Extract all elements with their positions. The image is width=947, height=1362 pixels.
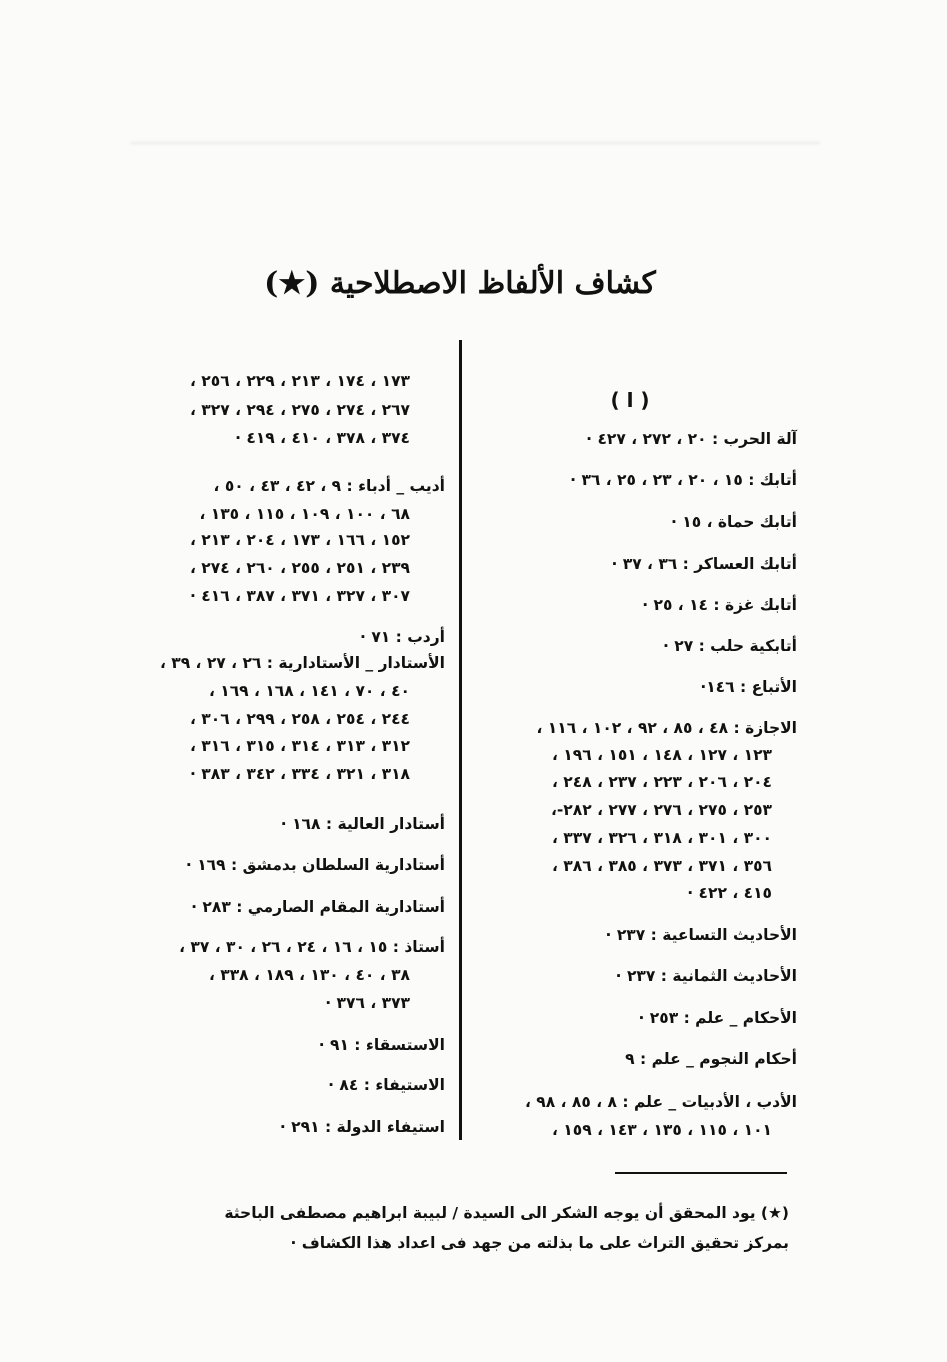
faded-header-bleed: [130, 82, 820, 144]
index-entry: استيفاء الدولة : ٢٩١ ·: [279, 1118, 445, 1136]
index-entry-continuation: ٤١٥ ، ٤٢٢ ·: [687, 884, 772, 902]
index-entry: الأحاديث الثمانية : ٢٣٧ ·: [615, 967, 797, 985]
index-entry-continuation: ٢٣٩ ، ٢٥١ ، ٢٥٥ ، ٢٦٠ ، ٢٧٤ ،: [190, 559, 410, 577]
index-entry-continuation: ٣٧٣ ، ٣٧٦ ·: [325, 994, 410, 1012]
index-entry: الأحاديث التساعية : ٢٣٧ ·: [605, 926, 797, 944]
index-entry-continuation: ٤٠ ، ٧٠ ، ١٤١ ، ١٦٨ ، ١٦٩ ،: [208, 682, 410, 700]
index-entry: أتابك : ١٥ ، ٢٠ ، ٢٣ ، ٢٥ ، ٣٦ ·: [570, 471, 797, 489]
index-entry-continuation: ٣٨ ، ٤٠ ، ١٣٠ ، ١٨٩ ، ٣٣٨ ،: [208, 966, 410, 984]
index-entry: أتابك حماة ، ١٥ ·: [670, 513, 797, 531]
index-entry-continuation: ٢٤٤ ، ٢٥٤ ، ٢٥٨ ، ٢٩٩ ، ٣٠٦ ،: [190, 710, 410, 728]
index-entry: الاجازة : ٤٨ ، ٨٥ ، ٩٢ ، ١٠٢ ، ١١٦ ،: [536, 719, 797, 737]
index-entry-continuation: ٢٥٣ ، ٢٧٥ ، ٢٧٦ ، ٢٧٧ ، ٢٨٢-،: [550, 801, 772, 819]
index-entry: أتابكية حلب : ٢٧ ·: [662, 637, 797, 655]
index-entry-continuation: ١٥٢ ، ١٦٦ ، ١٧٣ ، ٢٠٤ ، ٢١٣ ،: [190, 531, 410, 549]
index-entry: أستادار العالية : ١٦٨ ·: [280, 815, 445, 833]
index-entry: أتابك غزة : ١٤ ، ٢٥ ·: [642, 596, 797, 614]
index-entry-continuation: ٣٠٠ ، ٣٠١ ، ٣١٨ ، ٣٢٦ ، ٣٣٧ ،: [552, 829, 772, 847]
index-entry: أردب : ٧١ ·: [360, 628, 445, 646]
index-entry: أستادارية السلطان بدمشق : ١٦٩ ·: [185, 856, 445, 874]
index-entry: الأحكام _ علم : ٢٥٣ ·: [638, 1009, 797, 1027]
footnote-line: (★) يود المحقق أن يوجه الشكر الى السيدة / لبيبة ابراهيم مصطفى الباحثة: [224, 1204, 789, 1222]
index-entry-continuation: ٦٨ ، ١٠٠ ، ١٠٩ ، ١١٥ ، ١٣٥ ،: [199, 505, 410, 523]
index-entry-continuation: ٢٦٧ ، ٢٧٤ ، ٢٧٥ ، ٢٩٤ ، ٣٢٧ ،: [190, 401, 410, 419]
index-entry-continuation: ١٢٣ ، ١٢٧ ، ١٤٨ ، ١٥١ ، ١٩٦ ،: [552, 746, 772, 764]
index-entry-continuation: ٢٠٤ ، ٢٠٦ ، ٢٢٣ ، ٢٣٧ ، ٢٤٨ ،: [552, 773, 772, 791]
index-entry: أحكام النجوم _ علم : ٩: [625, 1050, 797, 1068]
letter-heading: ( ا ): [610, 388, 650, 412]
index-entry: أستادارية المقام الصارمي : ٢٨٣ ·: [191, 898, 445, 916]
index-entry: آلة الحرب : ٢٠ ، ٢٧٢ ، ٤٢٧ ·: [586, 430, 797, 448]
index-entry: الأستادار _ الأستادارية : ٢٦ ، ٢٧ ، ٣٩ ،: [159, 654, 445, 672]
index-entry-continuation: ١٠١ ، ١١٥ ، ١٣٥ ، ١٤٣ ، ١٥٩ ،: [552, 1121, 772, 1139]
index-entry-continuation: ٣٧٤ ، ٣٧٨ ، ٤١٠ ، ٤١٩ ·: [235, 429, 410, 447]
index-entry-continuation: ٣٠٧ ، ٣٢٧ ، ٣٧١ ، ٣٨٧ ، ٤١٦ ·: [190, 587, 410, 605]
index-entry: الأدب ، الأدبيات _ علم : ٨ ، ٨٥ ، ٩٨ ،: [524, 1093, 797, 1111]
index-entry: الاستسقاء : ٩١ ·: [318, 1036, 445, 1054]
index-entry: أستاذ : ١٥ ، ١٦ ، ٢٤ ، ٢٦ ، ٣٠ ، ٣٧ ،: [179, 938, 445, 956]
page-title: كشاف الألفاظ الاصطلاحية (★): [264, 266, 656, 301]
index-entry-continuation: ٣١٢ ، ٣١٣ ، ٣١٤ ، ٣١٥ ، ٣١٦ ،: [190, 737, 410, 755]
footnote-rule: [615, 1172, 787, 1174]
index-entry-continuation: ١٧٣ ، ١٧٤ ، ٢١٣ ، ٢٢٩ ، ٢٥٦ ،: [190, 372, 410, 390]
index-entry: أديب _ أدباء : ٩ ، ٤٢ ، ٤٣ ، ٥٠ ،: [213, 477, 445, 495]
index-entry: الاستيفاء : ٨٤ ·: [328, 1076, 445, 1094]
footnote: [139, 1198, 789, 1258]
footnote-line: بمركز تحقيق التراث على ما بذلته من جهد فى اعداد هذا الكشاف ·: [290, 1234, 789, 1252]
index-entry-continuation: ٣١٨ ، ٣٢١ ، ٣٣٤ ، ٣٤٢ ، ٣٨٣ ·: [190, 765, 410, 783]
index-entry: الأتباع : ١٤٦·: [700, 678, 797, 696]
column-divider: [459, 340, 462, 1140]
index-entry: أتابك العساكر : ٣٦ ، ٣٧ ·: [611, 555, 797, 573]
index-entry-continuation: ٣٥٦ ، ٣٧١ ، ٣٧٣ ، ٣٨٥ ، ٣٨٦ ،: [552, 857, 772, 875]
